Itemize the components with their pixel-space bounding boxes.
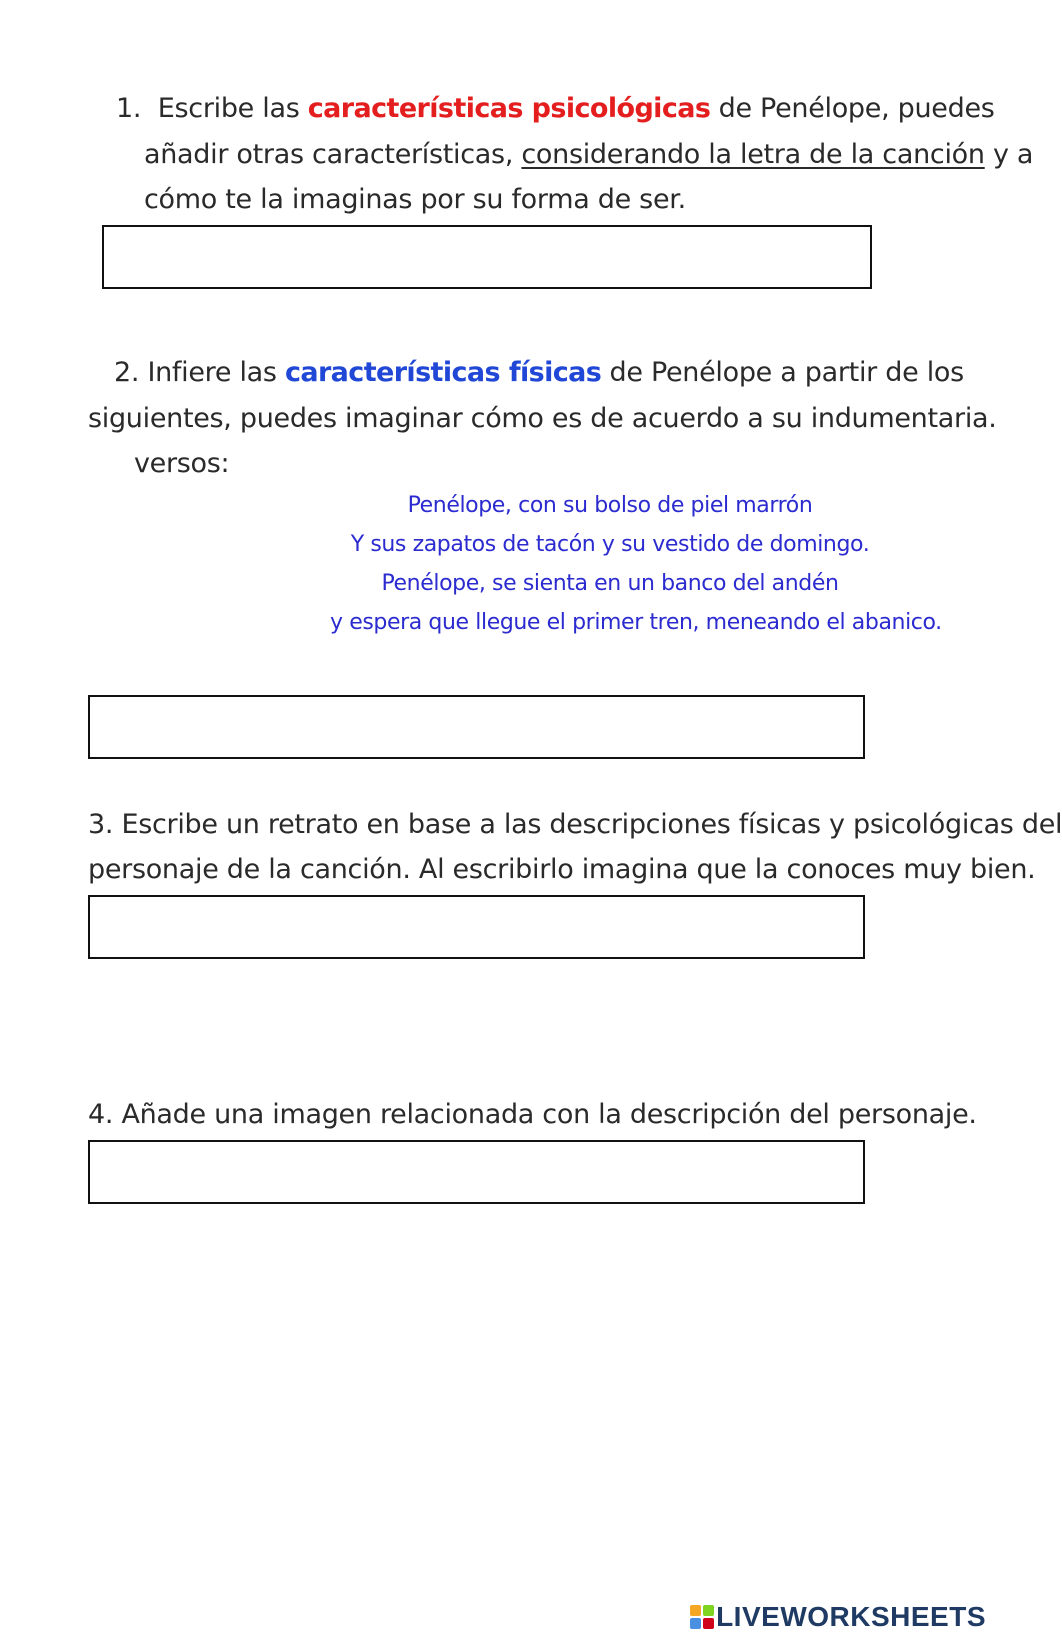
verse-4: y espera que llegue el primer tren, meneando el abanico. [330, 610, 942, 635]
q3-answer-box[interactable] [88, 895, 865, 959]
verse-1: Penélope, con su bolso de piel marrón [407, 493, 813, 518]
q4-answer-box[interactable] [88, 1140, 865, 1204]
q3-line-2: personaje de la canción. Al escribirlo imagina que la conoces muy bien. [88, 854, 1036, 885]
q1-line2-post: y a [984, 139, 1034, 170]
liveworksheets-logo-text: LIVEWORKSHEETS [716, 1601, 986, 1632]
q1-text-post: de Penélope, puedes [710, 93, 995, 124]
q2-line-2: siguientes, puedes imaginar cómo es de acuerdo a su indumentaria. [88, 403, 997, 434]
q1-line-3: cómo te la imaginas por su forma de ser. [144, 184, 686, 215]
q1-text-pre: Escribe las [157, 93, 308, 124]
q4-line-1: 4. Añade una imagen relacionada con la descripción del personaje. [88, 1099, 977, 1130]
liveworksheets-logo [690, 1601, 986, 1633]
liveworksheets-logo-icon [690, 1605, 714, 1629]
q2-answer-box[interactable] [88, 695, 865, 759]
q2-text-post: de Penélope a partir de los [601, 357, 964, 388]
verse-2: Y sus zapatos de tacón y su vestido de domingo. [350, 532, 870, 557]
q1-number: 1. [116, 93, 142, 124]
q1-highlight: características psicológicas [307, 93, 711, 124]
q2-highlight: características físicas [284, 357, 602, 388]
q2-line-3: versos: [134, 448, 230, 479]
verse-3: Penélope, se sienta en un banco del andén [381, 571, 839, 596]
q1-line2-pre: añadir otras características, [144, 139, 522, 170]
q1-answer-box[interactable] [102, 225, 872, 289]
q1-underlined: considerando la letra de la canción [521, 139, 985, 170]
q2-text-pre: 2. Infiere las [114, 357, 285, 388]
q1-line-2 [144, 138, 1033, 172]
q3-line-1: 3. Escribe un retrato en base a las descripciones físicas y psicológicas del [88, 809, 1062, 840]
q1-line-1 [116, 92, 995, 126]
q2-line-1 [114, 356, 964, 390]
